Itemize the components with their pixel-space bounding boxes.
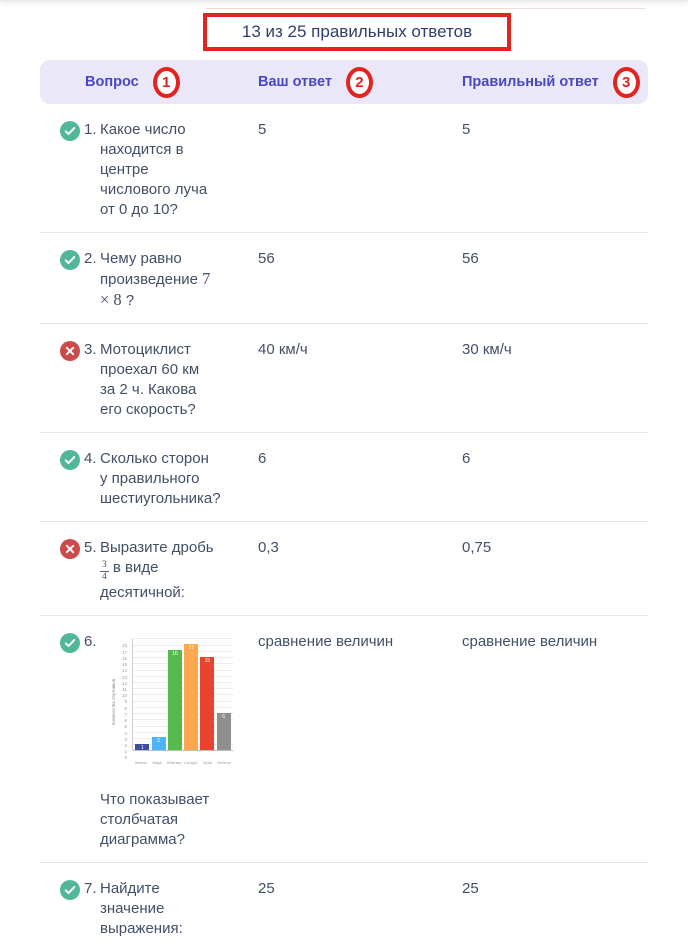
chart-y-tick-label: 14	[121, 668, 127, 674]
question-text-main: Чему равно произведение	[100, 250, 198, 288]
check-icon	[60, 880, 80, 900]
results-table	[40, 60, 648, 951]
column-header-correct-answer-label: Правильный ответ	[462, 74, 599, 90]
check-icon	[60, 121, 80, 141]
fraction-denominator: 4	[102, 572, 107, 582]
your-answer-cell: 0,3	[258, 539, 279, 556]
table-row	[40, 433, 648, 522]
your-answer-cell: 5	[258, 121, 267, 138]
annotation-circle-1	[153, 67, 180, 98]
question-text: Чему равно произведение 7 × 8 ?	[100, 250, 211, 309]
question-text	[100, 340, 218, 420]
score-summary-text: 13 из 25 правильных ответов	[241, 22, 473, 41]
question-number: 5.	[84, 539, 97, 556]
your-answer-cell: 56	[258, 250, 275, 267]
chart-y-tick-label: 16	[121, 655, 127, 661]
column-header-correct-answer	[462, 60, 640, 104]
your-answer-cell: 40 км/ч	[258, 341, 308, 358]
column-header-question-label: Вопрос	[85, 74, 139, 90]
your-answer-cell: 25	[258, 879, 275, 897]
column-header-your-answer	[258, 60, 373, 104]
correct-answer-cell: 30 км/ч	[462, 341, 512, 358]
your-answer-cell: 6	[258, 450, 267, 467]
table-row	[40, 104, 648, 233]
math-expression: 7 × 8	[100, 269, 211, 309]
fraction-expression	[100, 560, 109, 583]
annotation-number-2: 2	[355, 73, 364, 91]
x-icon	[60, 341, 80, 361]
chart-y-tick-label: 7	[124, 711, 127, 717]
check-icon	[60, 633, 80, 653]
chart-y-tick-label: 8	[124, 705, 127, 711]
chart-bar-value-label: 15	[204, 657, 211, 664]
chart-bars	[133, 639, 233, 750]
chart-bar	[184, 644, 198, 750]
chart-bar	[200, 657, 214, 750]
chart-plot-area	[121, 639, 233, 761]
chart-y-tick-label: 9	[124, 699, 127, 705]
chart-x-tick-label: Марс	[152, 759, 163, 765]
results-table-body	[40, 104, 648, 951]
question-text	[100, 879, 218, 939]
annotation-number-3: 3	[622, 73, 631, 91]
table-header	[40, 60, 648, 104]
chart-y-tick-label: 1	[124, 749, 127, 755]
chart-y-tick-label: 5	[124, 724, 127, 730]
chart-x-tick-label: Сатурн	[184, 759, 198, 765]
chart-y-axis-label: Количество спутников	[111, 678, 116, 726]
check-icon	[60, 450, 80, 470]
annotation-circle-3	[613, 67, 640, 98]
question-text: Выразите дробь $\frac{3}{4}$ в виде десятичной:	[100, 539, 214, 601]
chart-bar-value-label: 1	[140, 744, 144, 751]
chart-x-tick-label: Юпитер	[166, 759, 182, 765]
page-top-shadow	[0, 0, 688, 2]
chart-y-tick-label: 6	[124, 718, 127, 724]
question-text-main: Выразите дробь	[100, 539, 214, 556]
chart-y-tick-label: 0	[124, 755, 127, 761]
chart-y-tick-label: 17	[121, 649, 127, 655]
column-header-your-answer-label: Ваш ответ	[258, 74, 332, 90]
question-number: 2.	[84, 250, 97, 267]
fraction-numerator: 3	[102, 560, 107, 571]
correct-answer-cell: 6	[462, 450, 471, 467]
chart-x-axis-labels	[132, 753, 233, 773]
question-text-main: Сколько сторон у правильного шестиугольника?	[100, 450, 221, 507]
question-number: 1.	[84, 121, 97, 138]
your-answer-cell: сравнение величин	[258, 632, 394, 650]
chart-bar	[152, 737, 166, 749]
chart-x-tick-label: Уран	[203, 759, 213, 765]
chart-bar-value-label: 6	[222, 713, 226, 720]
annotation-number-1: 1	[162, 73, 171, 91]
correct-answer-cell: сравнение величин	[462, 632, 598, 650]
table-row	[40, 324, 648, 433]
score-summary-box	[203, 13, 511, 51]
question-text	[100, 449, 221, 509]
chart-y-tick-label: 3	[124, 736, 127, 742]
correct-answer-cell: 25	[462, 879, 479, 897]
correct-answer-cell: 5	[462, 121, 471, 138]
question-text-main: Какое число находится в центре числового луча от 0 до 10?	[100, 121, 208, 218]
chart-y-tick-label: 4	[124, 730, 127, 736]
chart-y-tick-label: 2	[124, 742, 127, 748]
chart-bar	[168, 650, 182, 750]
table-row	[40, 616, 648, 863]
decorative-line	[205, 8, 645, 9]
chart-bar-value-label: 2	[157, 738, 160, 745]
table-row	[40, 233, 648, 324]
chart-bar	[135, 744, 149, 750]
correct-answer-cell: 56	[462, 250, 479, 267]
chart-bar	[217, 713, 231, 750]
correct-answer-cell: 0,75	[462, 539, 492, 556]
chart-y-tick-label: 10	[121, 693, 127, 699]
question-text	[100, 632, 231, 850]
chart-y-tick-label: 13	[121, 674, 127, 680]
chart-bar-value-label: 17	[188, 645, 194, 652]
question-text-main: Мотоциклист проехал 60 км за 2 ч. Какова его скорость?	[100, 341, 200, 418]
chart-x-tick-label: Нептун	[217, 759, 231, 765]
chart-bar-value-label: 16	[172, 651, 178, 658]
chart-y-tick-label: 12	[121, 680, 127, 686]
annotation-circle-2	[346, 67, 373, 98]
x-icon	[60, 539, 80, 559]
question-text	[100, 120, 218, 220]
bar-chart	[107, 634, 235, 764]
question-number: 6.	[84, 632, 97, 650]
question-text-main: Найдите значение выражения:	[100, 879, 183, 937]
chart-y-tick-label: 18	[121, 643, 127, 649]
chart-y-tick-label: 15	[121, 662, 127, 668]
column-header-question	[85, 60, 180, 104]
check-icon	[60, 250, 80, 270]
question-caption: Что показывает столбчатая диаграмма?	[100, 790, 210, 848]
question-number: 7.	[84, 879, 97, 897]
table-row	[40, 522, 648, 616]
chart-x-tick-label: Земля	[134, 759, 147, 765]
chart-y-tick-label: 11	[122, 686, 127, 692]
question-number: 3.	[84, 341, 97, 358]
question-number: 4.	[84, 450, 97, 467]
table-row	[40, 863, 648, 951]
